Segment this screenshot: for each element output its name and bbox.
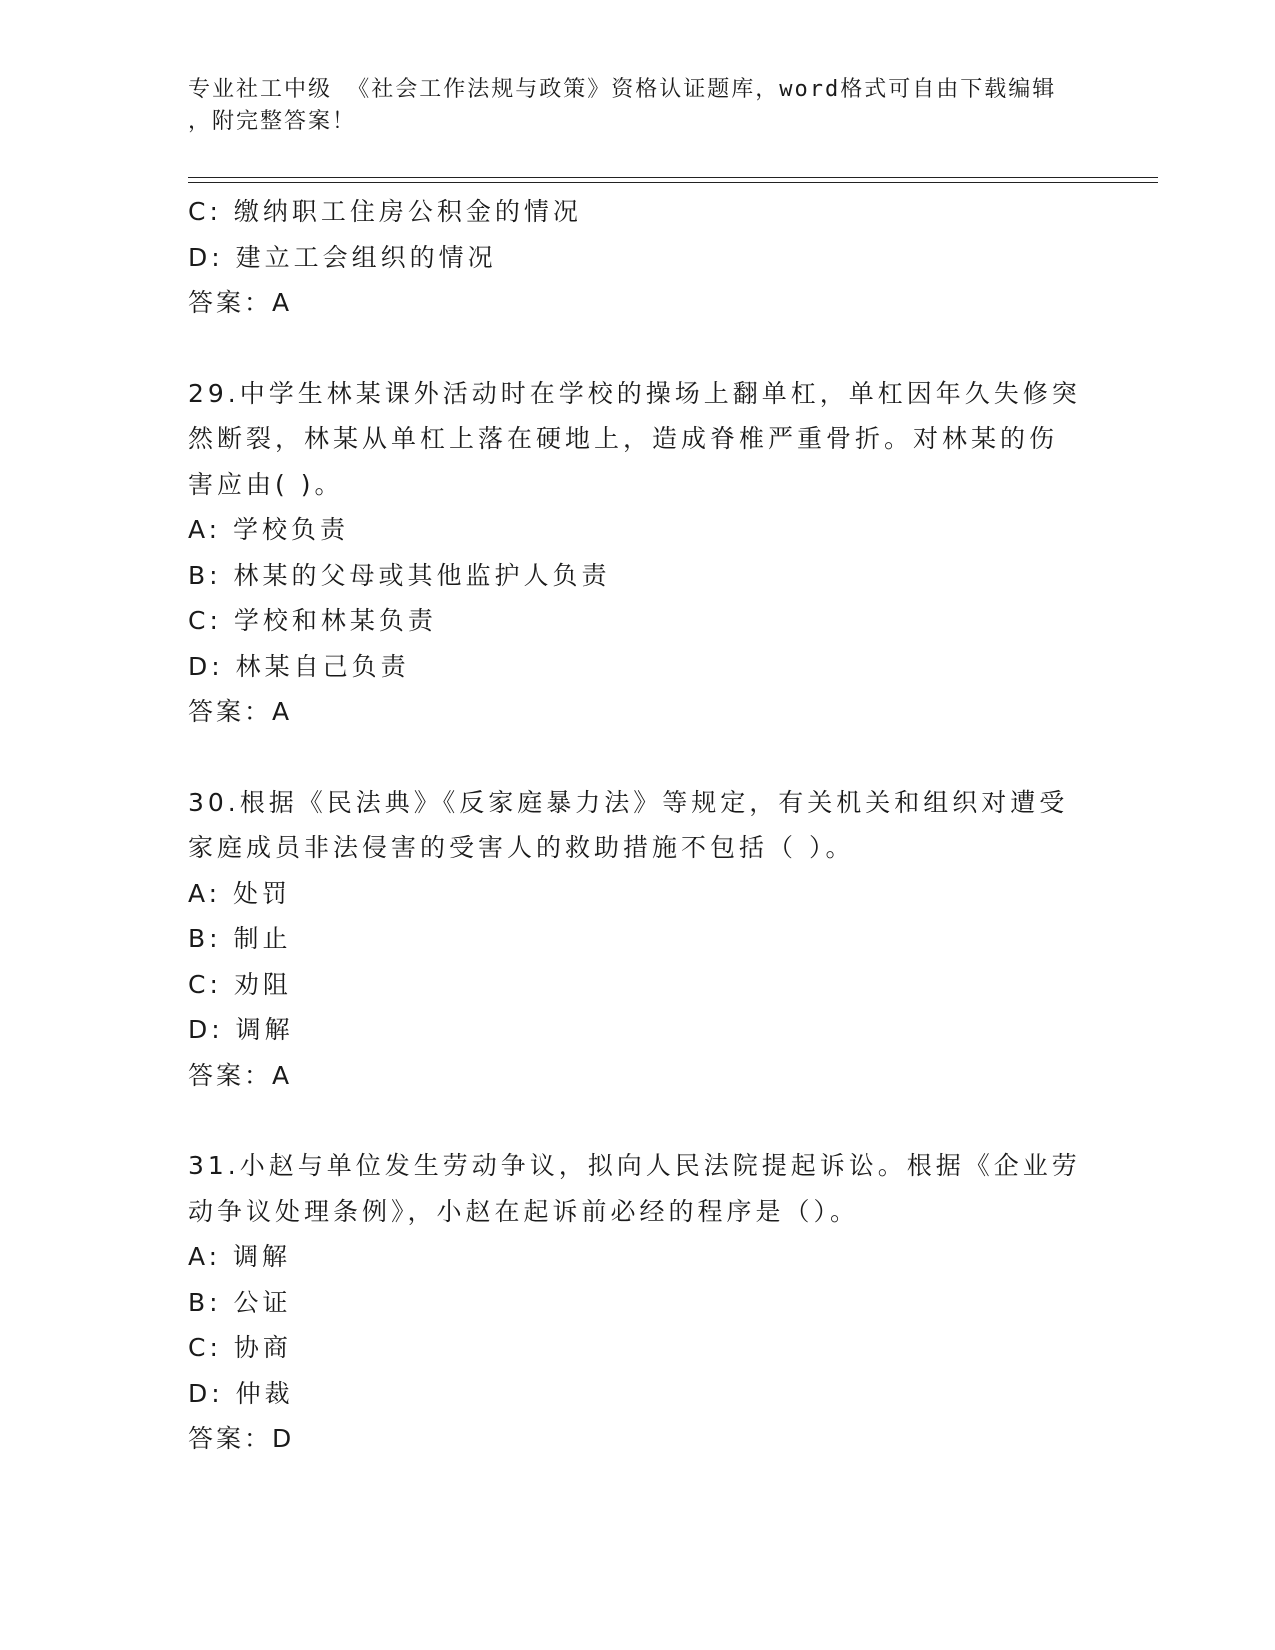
option-b: B: 公证 xyxy=(188,1287,292,1317)
question-stem-line: 然断裂，林某从单杠上落在硬地上，造成脊椎严重骨折。对林某的伤 xyxy=(188,424,1059,453)
option-b: B: 林某的父母或其他监护人负责 xyxy=(188,560,611,590)
question-29 xyxy=(188,371,1088,735)
option-d: D: 仲裁 xyxy=(188,1378,294,1408)
document-header xyxy=(188,74,1088,138)
question-stem-line: 害应由( )。 xyxy=(188,469,344,499)
option-a: A: 学校负责 xyxy=(188,515,350,544)
question-stem-line: 30.根据《民法典》《反家庭暴力法》等规定，有关机关和组织对遭受 xyxy=(188,787,1069,817)
answer: 答案：A xyxy=(188,1060,293,1090)
question-spacer xyxy=(188,326,1088,371)
option-d: D: 建立工会组织的情况 xyxy=(188,242,497,272)
option-d: D: 林某自己负责 xyxy=(188,651,410,681)
question-30 xyxy=(188,780,1088,1099)
question-stem-line: 31.小赵与单位发生劳动争议，拟向人民法院提起诉讼。根据《企业劳 xyxy=(188,1151,1081,1180)
header-title-line-2: ，附完整答案！ xyxy=(188,109,357,134)
header-title-line-1: 专业社工中级 《社会工作法规与政策》资格认证题库，word格式可自由下载编辑 xyxy=(188,77,1057,102)
option-a: A: 调解 xyxy=(188,1242,292,1271)
question-spacer xyxy=(188,735,1088,780)
question-stem-line: 动争议处理条例》，小赵在起诉前必经的程序是（）。 xyxy=(188,1196,860,1226)
option-c: C: 劝阻 xyxy=(188,969,292,999)
option-c: C: 缴纳职工住房公积金的情况 xyxy=(188,197,582,226)
question-spacer xyxy=(188,1098,1088,1143)
answer: 答案：A xyxy=(188,697,293,726)
option-c: C: 学校和林某负责 xyxy=(188,606,437,635)
answer: 答案：A xyxy=(188,288,293,317)
header-divider-top xyxy=(188,177,1158,178)
question-stem-line: 家庭成员非法侵害的受害人的救助措施不包括（ ）。 xyxy=(188,833,855,862)
question-28-tail xyxy=(188,189,1088,326)
option-c: C: 协商 xyxy=(188,1333,292,1362)
option-d: D: 调解 xyxy=(188,1015,294,1044)
answer: 答案：D xyxy=(188,1424,295,1453)
header-divider-bottom xyxy=(188,182,1158,183)
option-a: A: 处罚 xyxy=(188,878,292,908)
question-list xyxy=(188,189,1088,1462)
option-b: B: 制止 xyxy=(188,924,292,953)
question-31 xyxy=(188,1143,1088,1462)
question-stem-line: 29.中学生林某课外活动时在学校的操场上翻单杠，单杠因年久失修突 xyxy=(188,378,1081,408)
